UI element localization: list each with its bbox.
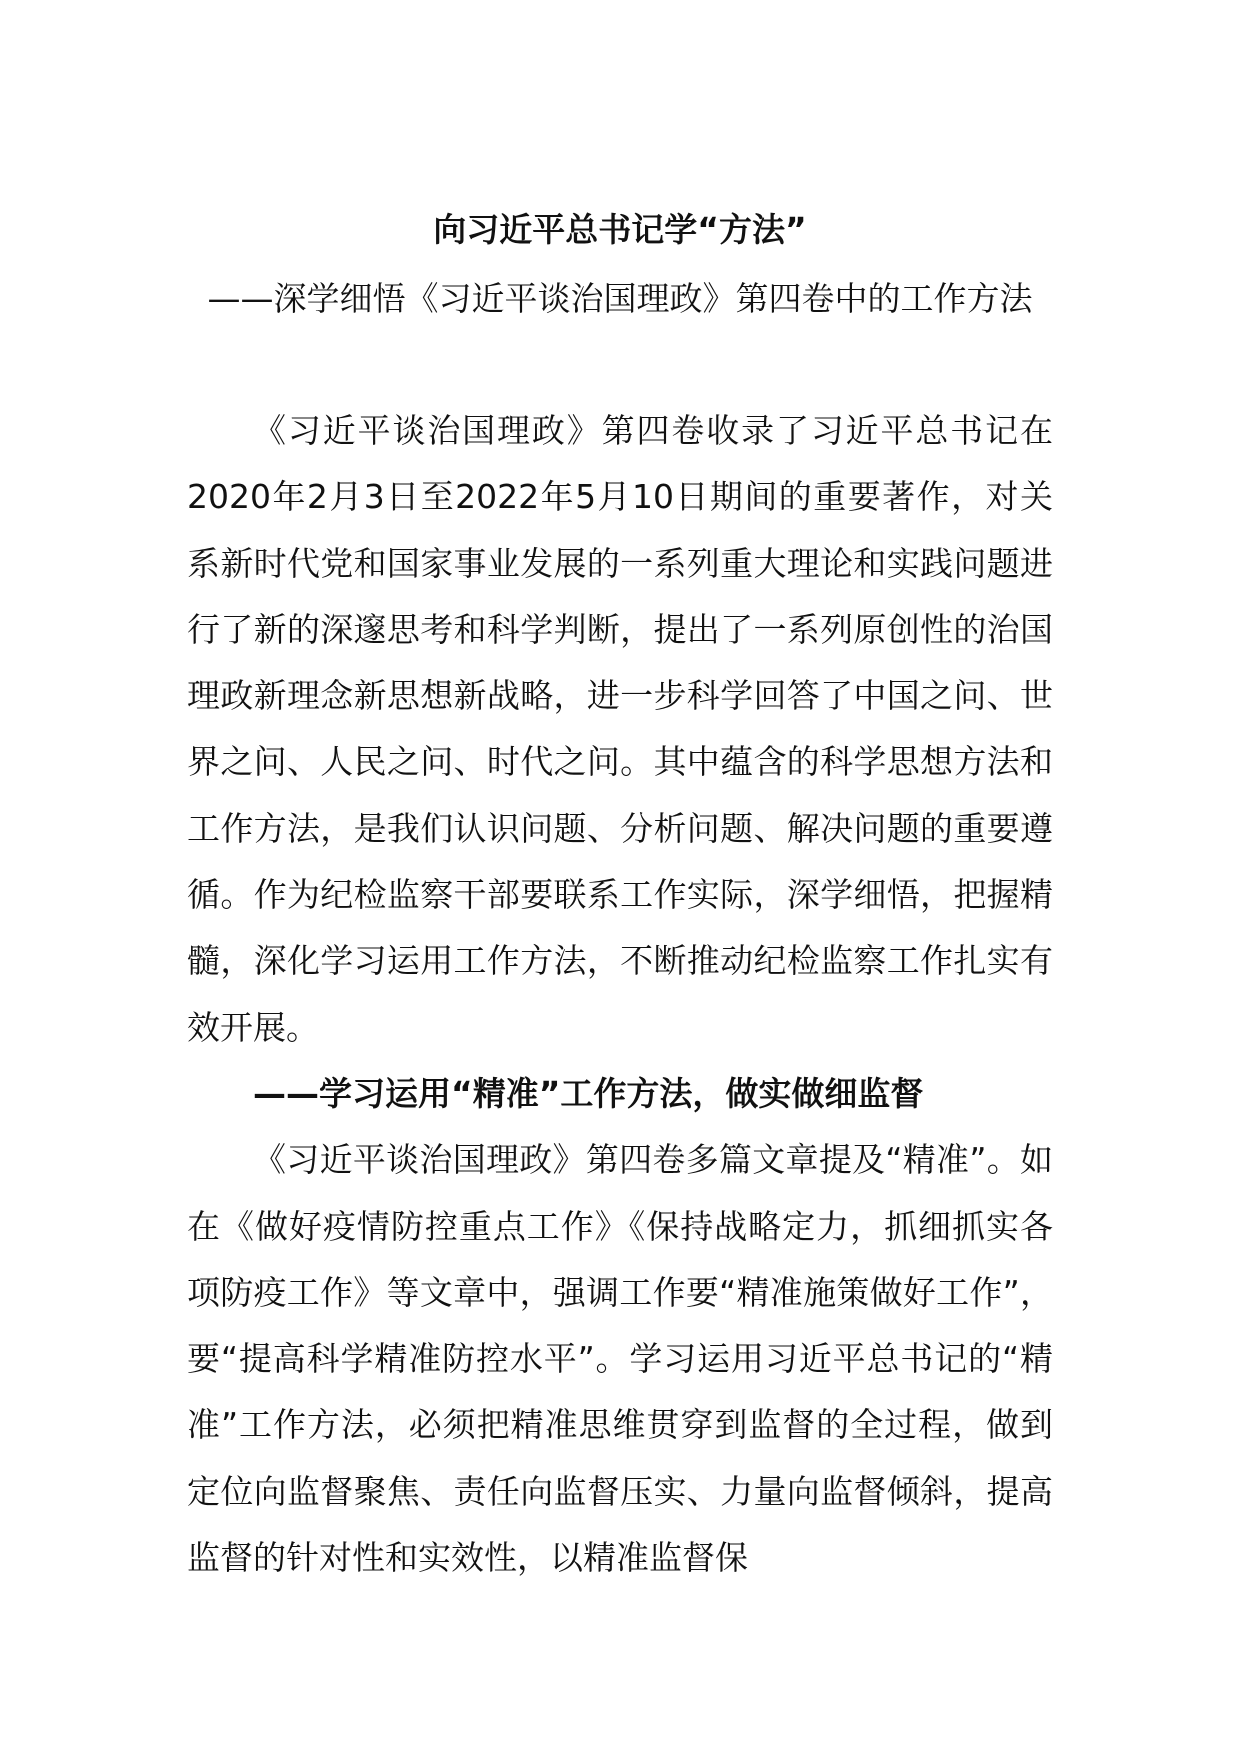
document-title: 向习近平总书记学“方法” bbox=[433, 210, 807, 249]
document-body bbox=[187, 398, 1053, 1591]
document-subtitle: ——深学细悟《习近平谈治国理政》第四卷中的工作方法 bbox=[207, 279, 1033, 318]
intro-paragraph: 《习近平谈治国理政》第四卷收录了习近平总书记在2020年2月3日至2022年5月10日期间的重要著作，对关系新时代党和国家事业发展的一系列重大理论和实践问题进行了新的深邃思考和科学判断，提出了一系列原创性的治国理政新理念新思想新战略，进一步科学回答了中国之问、世界之问、人民之问、时代之问。其中蕴含的科学思想方法和工作方法，是我们认识问题、分析问题、解决问题的重要遵循。作为纪检监察干部要联系工作实际，深学细悟，把握精髓，深化学习运用工作方法，不断推动纪检监察工作扎实有效开展。 bbox=[187, 411, 1053, 1047]
section-paragraph: 《习近平谈治国理政》第四卷多篇文章提及“精准”。如在《做好疫情防控重点工作》《保持战略定力，抓细抓实各项防疫工作》等文章中，强调工作要“精准施策做好工作”，要“提高科学精准防控水平”。学习运用习近平总书记的“精准”工作方法，必须把精准思维贯穿到监督的全过程，做到定位向监督聚焦、责任向监督压实、力量向监督倾斜，提高监督的针对性和实效性，以精准监督保 bbox=[187, 1140, 1053, 1578]
section-heading: ——学习运用“精准”工作方法，做实做细监督 bbox=[253, 1073, 924, 1113]
